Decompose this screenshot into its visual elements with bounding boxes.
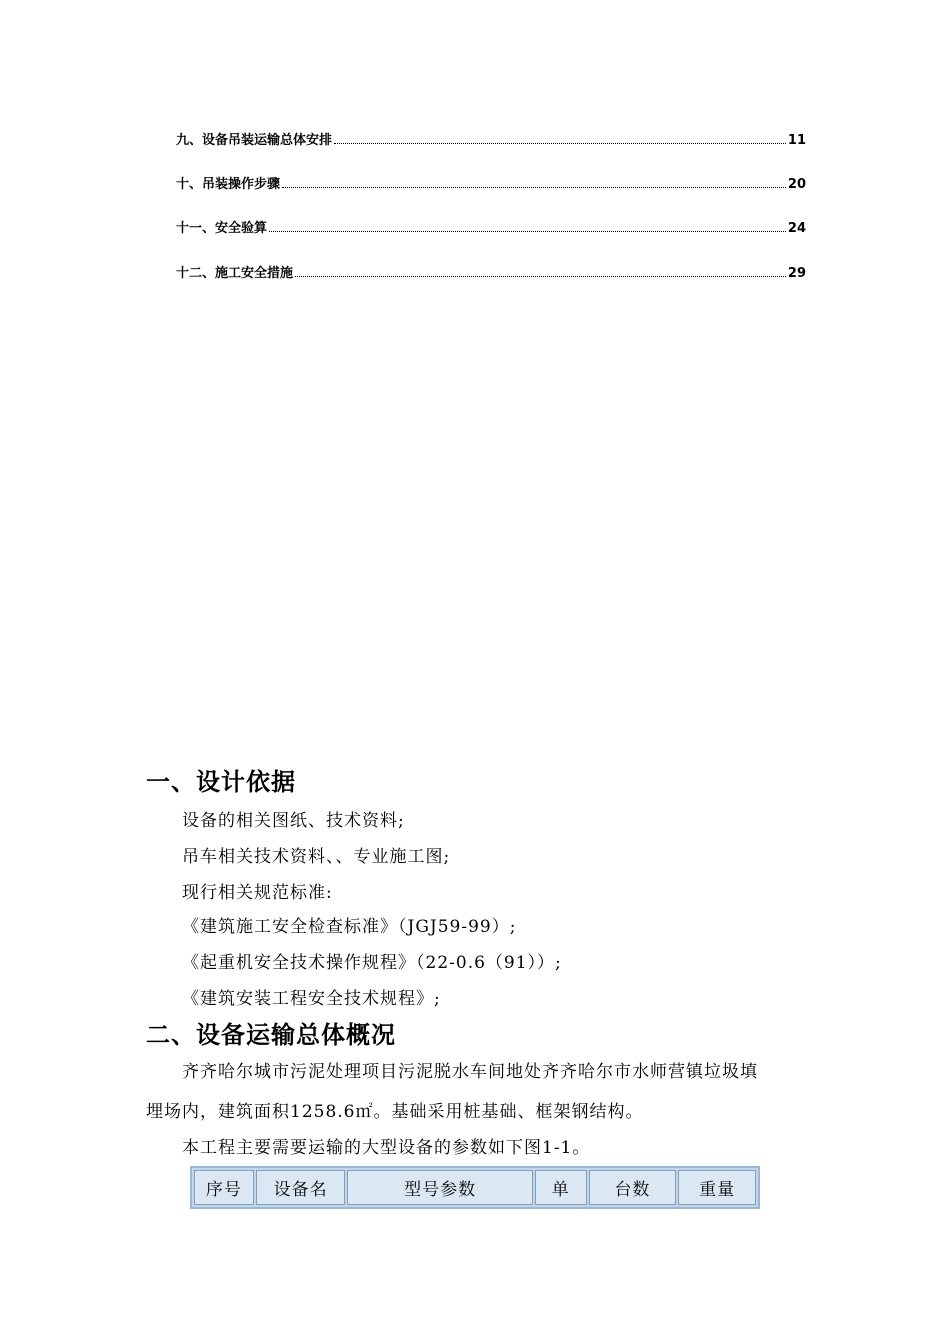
- toc-entry-label: 十一、安全验算: [176, 221, 268, 236]
- toc-entry[interactable]: [176, 172, 806, 192]
- toc-leader-dots: [269, 230, 786, 232]
- toc-leader-dots: [334, 142, 786, 144]
- body-line: 《建筑安装工程安全技术规程》;: [182, 989, 441, 1009]
- table-header-cell: 型号参数: [347, 1170, 532, 1205]
- table-header-cell: 设备名: [256, 1170, 346, 1205]
- section-heading-design-basis: 一、设计依据: [146, 768, 296, 796]
- toc-entry[interactable]: [176, 216, 806, 236]
- body-line: 埋场内，建筑面积1258.6㎡。基础采用桩基础、框架钢结构。: [146, 1102, 644, 1122]
- table-header-cell: 序号: [194, 1170, 254, 1205]
- toc-entry-page: 20: [787, 177, 806, 192]
- body-line: 吊车相关技术资料、、专业施工图;: [182, 847, 451, 867]
- body-line: 《起重机安全技术操作规程》（22-0.6（91））;: [182, 953, 562, 973]
- toc-entry-page: 24: [787, 221, 806, 236]
- body-line: 现行相关规范标准:: [182, 883, 333, 903]
- toc-entry-label: 十二、施工安全措施: [176, 266, 294, 281]
- toc-entry-label: 九、设备吊装运输总体安排: [176, 133, 333, 148]
- toc-entry-page: 11: [787, 133, 806, 148]
- toc-entry[interactable]: [176, 261, 806, 281]
- table-header-cell: 重量: [678, 1170, 756, 1205]
- equipment-table: [190, 1166, 760, 1209]
- table-header-row: [194, 1170, 756, 1205]
- body-line: 设备的相关图纸、技术资料;: [182, 811, 405, 831]
- section-heading-transport-overview: 二、设备运输总体概况: [146, 1021, 396, 1049]
- table-header-cell: 单: [535, 1170, 587, 1205]
- toc-entry-page: 29: [787, 266, 806, 281]
- body-line: 本工程主要需要运输的大型设备的参数如下图1-1。: [182, 1138, 591, 1158]
- toc-leader-dots: [295, 275, 786, 277]
- body-line: 齐齐哈尔城市污泥处理项目污泥脱水车间地处齐齐哈尔市水师营镇垃圾填: [182, 1062, 758, 1082]
- toc-entry[interactable]: [176, 128, 806, 148]
- table-header-cell: 台数: [589, 1170, 677, 1205]
- toc-leader-dots: [282, 186, 786, 188]
- body-line: 《建筑施工安全检查标准》（JGJ59-99）;: [182, 917, 517, 937]
- toc-entry-label: 十、吊装操作步骤: [176, 177, 281, 192]
